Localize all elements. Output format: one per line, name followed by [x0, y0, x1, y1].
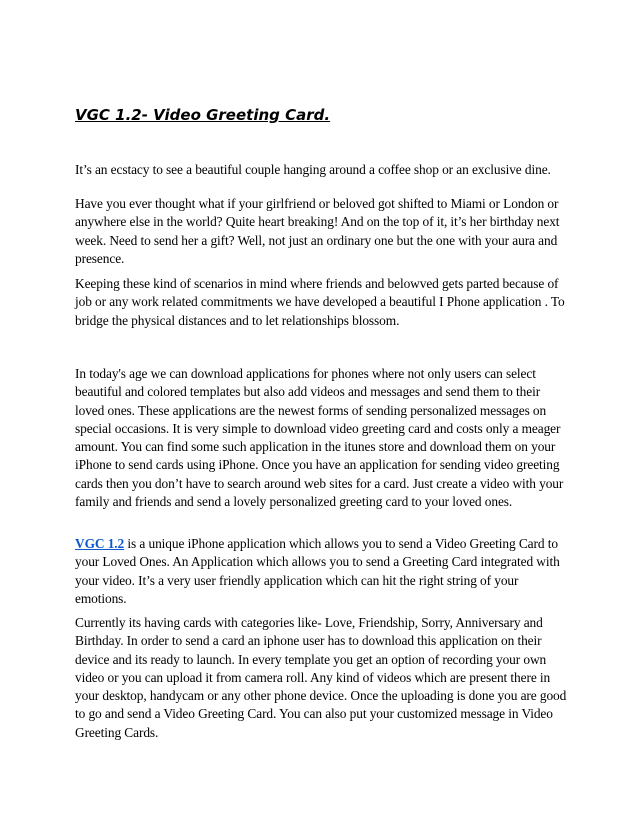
vgc-description-text: is a unique iPhone application which allows you to send a Video Greeting Card to your Loved Ones. An Application which allows you to send a Greeting Card integrated with your video. It’s a very user friendly application which can hit the right string of your emotions. [75, 536, 560, 606]
paragraph-scenarios: Keeping these kind of scenarios in mind where friends and belowved gets parted because of job or any work related commitments we have developed a beautiful I Phone application . To bridge the physical distances and to let relationships blossom. [75, 276, 565, 328]
paragraph-vgc-description [75, 535, 567, 608]
document-title: VGC 1.2- Video Greeting Card. [75, 106, 331, 124]
paragraph-intro: It’s an ecstacy to see a beautiful couple hanging around a coffee shop or an exclusive dine. [75, 162, 551, 177]
paragraph-question: Have you ever thought what if your girlfriend or beloved got shifted to Miami or London or anywhere else in the world? Quite heart breaking! And on the top of it, it’s her birthday next week. Need to send her a gift? Well, not just an ordinary one but the one with your aura and presence. [75, 196, 560, 266]
paragraph-categories: Currently its having cards with categories like- Love, Friendship, Sorry, Anniversary and Birthday. In order to send a card an iphone user has to download this application on their device and its ready to launch. In every template you get an option of recording your own video or you can upload it from camera roll. Any kind of videos which are present there in your desktop, handycam or any other phone device. Once the uploading is done you are good to go and send a Video Greeting Card. You can also put your customized message in Video Greeting Cards. [75, 615, 567, 740]
paragraph-applications: In today's age we can download applications for phones where not only users can select beautiful and colored templates but also add videos and messages and send them to their loved ones. These applications are the newest forms of sending personalized messages on special occasions. It is very simple to download video greeting card and costs only a meager amount. You can find some such application in the itunes store and download them on your iPhone to send cards using iPhone. Once you have an application for sending video greeting cards then you don’t have to search around web sites for a card. Just create a video with your family and friends and send a lovely personalized greeting card to your loved ones. [75, 366, 564, 510]
vgc-link[interactable]: VGC 1.2 [75, 536, 125, 551]
